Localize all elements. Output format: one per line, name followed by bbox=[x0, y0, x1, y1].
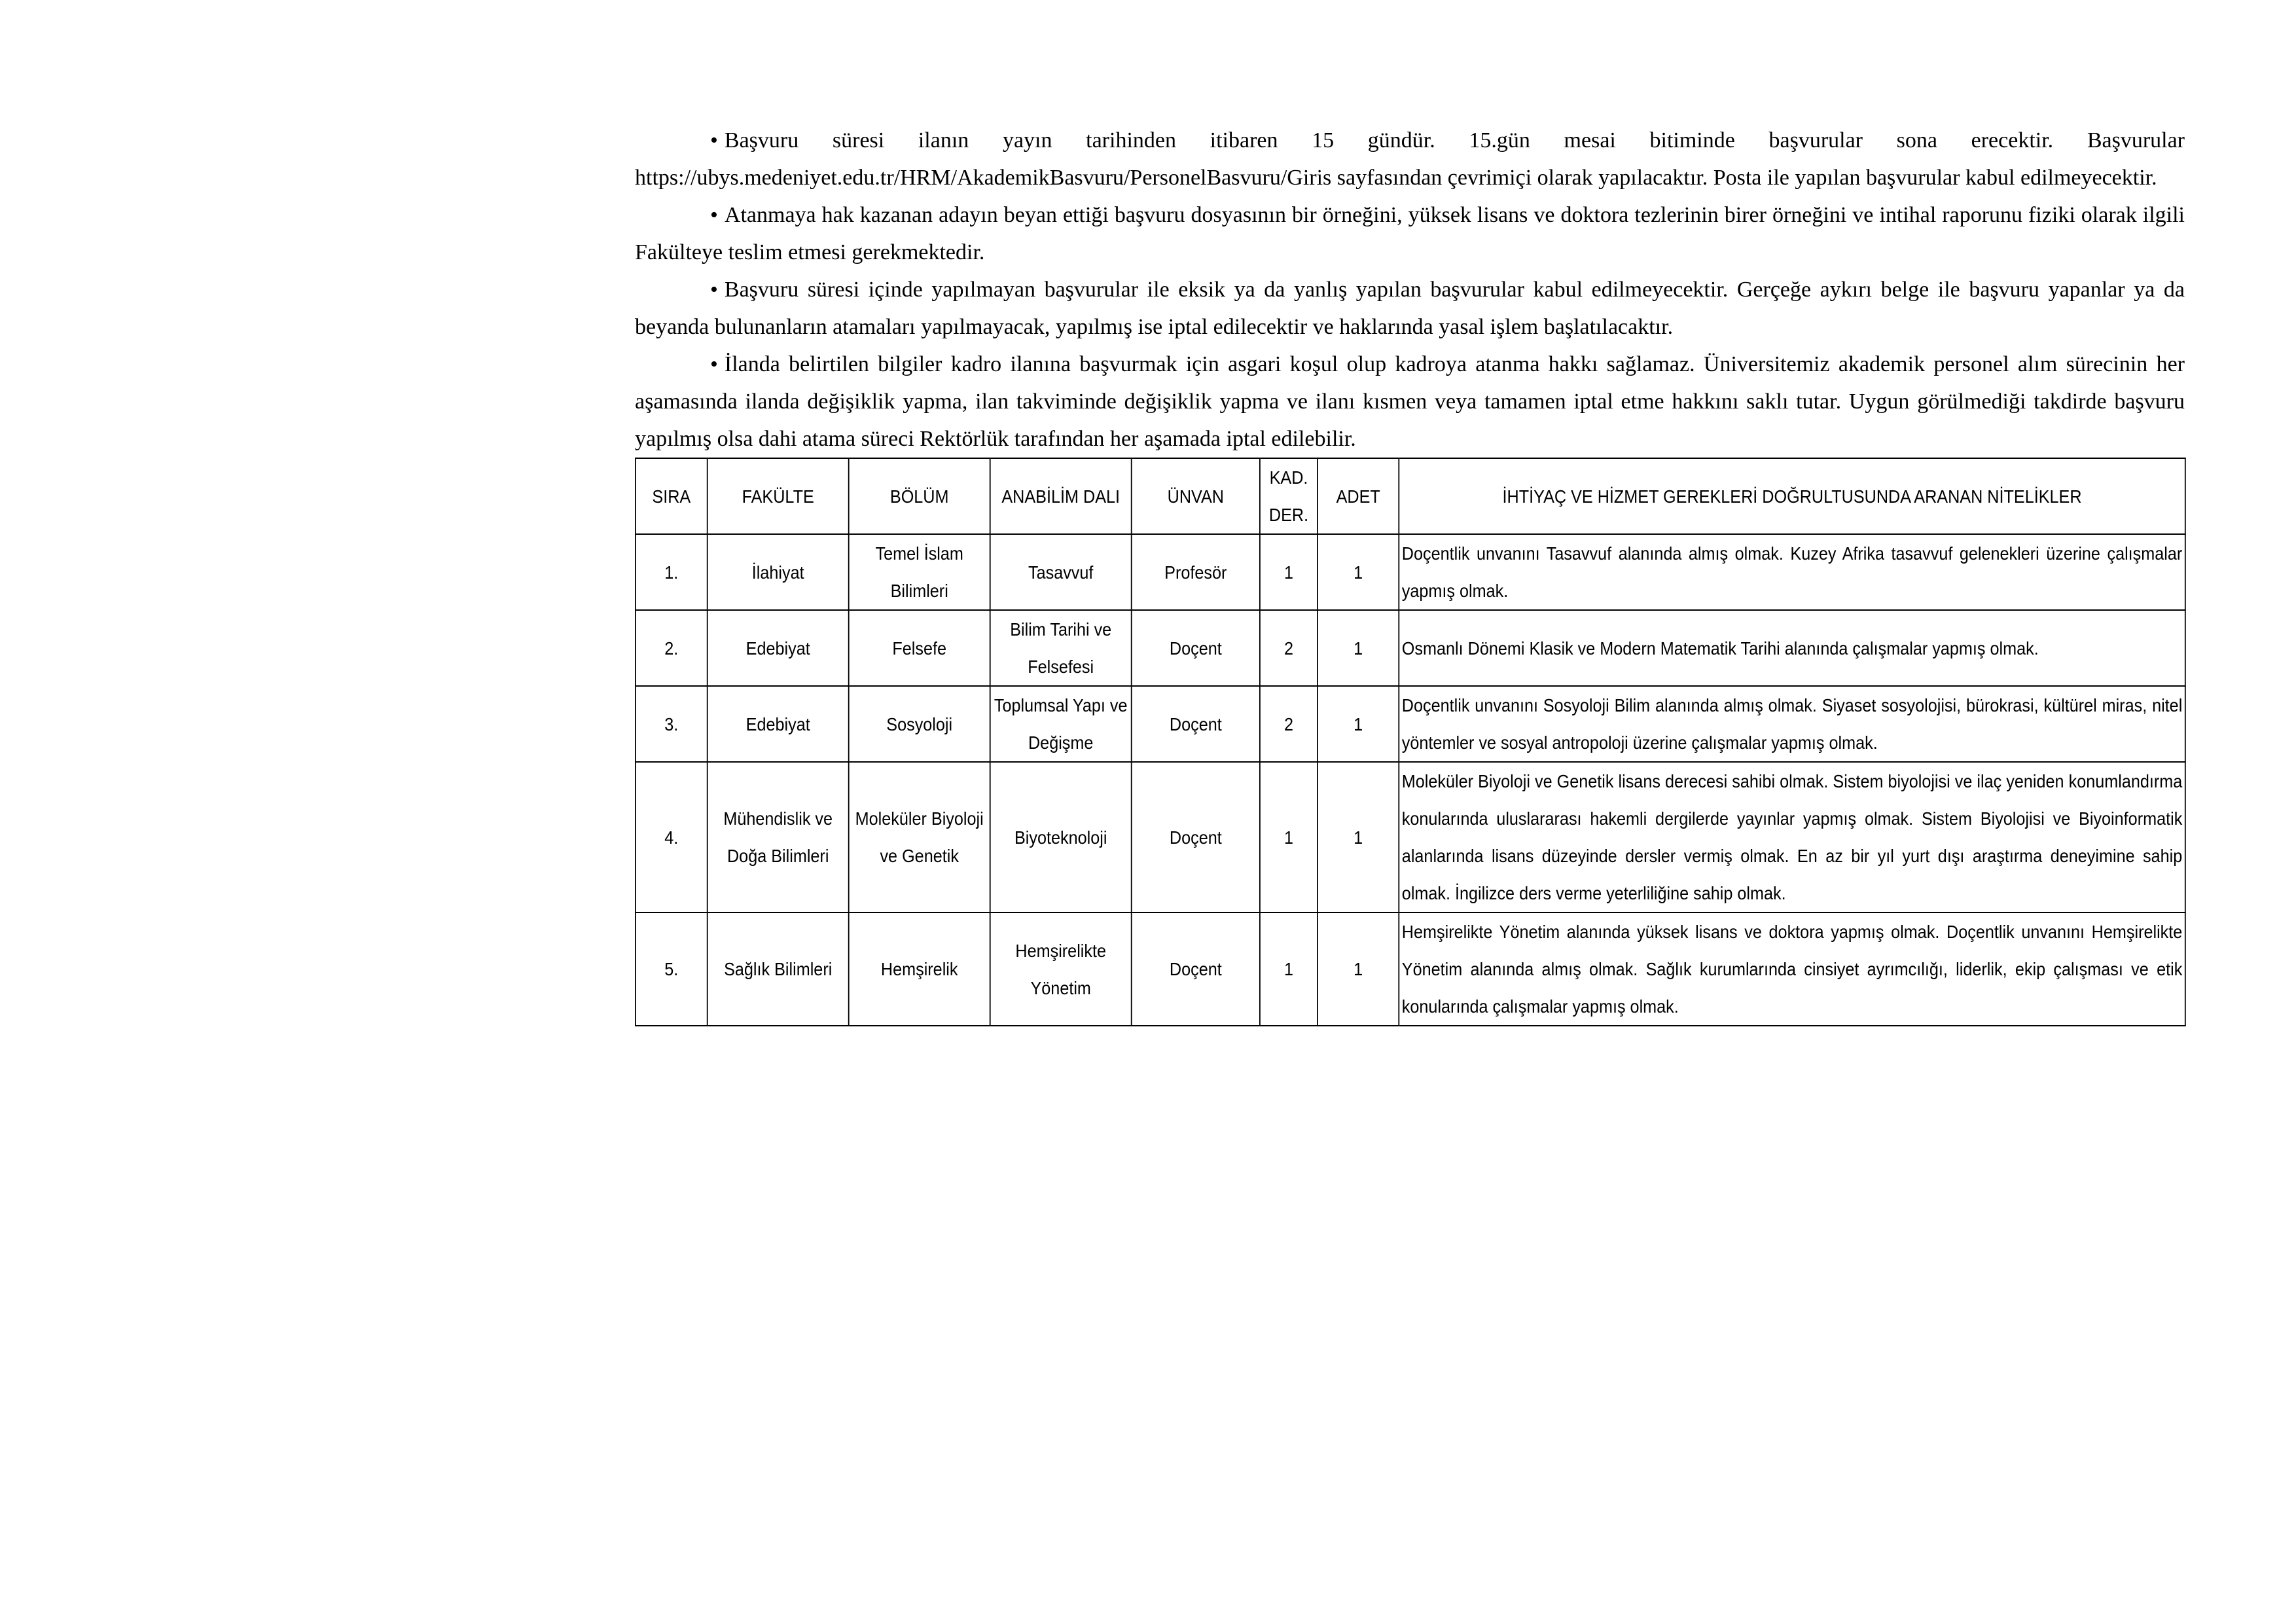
cell-kadro-derecesi: 2 bbox=[1260, 610, 1318, 686]
cell-nitelikler: Moleküler Biyoloji ve Genetik lisans derecesi sahibi olmak. Sistem biyolojisi ve ilaç yeniden konumlandırma konularında uluslararası hakemli dergilerde yayınlar yapmış olmak. Sistem Biyolojisi ve Biyoinformatik alanlarında lisans düzeyinde dersler vermiş olmak. En az bir yıl yurt dışı araştırma deneyimine sahip olmak. İngilizce ders verme yeterliliğine sahip olmak. bbox=[1399, 762, 2185, 912]
table-row bbox=[636, 534, 2185, 610]
cell-fakulte: İlahiyat bbox=[708, 534, 849, 610]
table-row bbox=[636, 686, 2185, 762]
cell-adet: 1 bbox=[1318, 534, 1399, 610]
cell-sira: 3. bbox=[636, 686, 708, 762]
header-nitelikler: İHTİYAÇ VE HİZMET GEREKLERİ DOĞRULTUSUNDA ARANAN NİTELİKLER bbox=[1399, 458, 2185, 534]
cell-nitelikler: Doçentlik unvanını Tasavvuf alanında almış olmak. Kuzey Afrika tasavvuf gelenekleri üzerine çalışmalar yapmış olmak. bbox=[1399, 534, 2185, 610]
cell-adet: 1 bbox=[1318, 610, 1399, 686]
cell-unvan: Profesör bbox=[1132, 534, 1260, 610]
header-adet: ADET bbox=[1318, 458, 1399, 534]
cell-anabilim-dali: Tasavvuf bbox=[990, 534, 1132, 610]
cell-sira: 2. bbox=[636, 610, 708, 686]
cell-unvan: Doçent bbox=[1132, 610, 1260, 686]
cell-fakulte: Mühendislik ve Doğa Bilimleri bbox=[708, 762, 849, 912]
bullet: • bbox=[710, 128, 718, 153]
bullet: • bbox=[710, 203, 718, 227]
announcement-content bbox=[635, 122, 2185, 1026]
table-row bbox=[636, 610, 2185, 686]
paragraph-text: Atanmaya hak kazanan adayın beyan ettiği başvuru dosyasının bir örneğini, yüksek lisans ve doktora tezlerinin birer örneğini ve intihal raporunu fiziki olarak ilgili Fakülteye teslim etmesi gerekmektedir. bbox=[635, 203, 2185, 264]
cell-anabilim-dali: Toplumsal Yapı ve Değişme bbox=[990, 686, 1132, 762]
bullet: • bbox=[710, 352, 718, 376]
cell-kadro-derecesi: 1 bbox=[1260, 534, 1318, 610]
cell-sira: 4. bbox=[636, 762, 708, 912]
paragraph-application-period bbox=[635, 122, 2185, 196]
cell-unvan: Doçent bbox=[1132, 686, 1260, 762]
positions-table bbox=[635, 458, 2186, 1026]
cell-fakulte: Edebiyat bbox=[708, 686, 849, 762]
paragraph-text: Başvuru süresi içinde yapılmayan başvurular ile eksik ya da yanlış yapılan başvurular kabul edilmeyecektir. Gerçeğe aykırı belge ile başvuru yapanlar ya da beyanda bulunanların atamaları yapılmayacak, yapılmış ise iptal edilecektir ve haklarında yasal işlem başlatılacaktır. bbox=[635, 278, 2185, 339]
cell-bolum: Moleküler Biyoloji ve Genetik bbox=[849, 762, 990, 912]
header-kadro-derecesi: KAD. DER. bbox=[1260, 458, 1318, 534]
cell-nitelikler: Hemşirelikte Yönetim alanında yüksek lisans ve doktora yapmış olmak. Doçentlik unvanını Hemşirelikte Yönetim alanında almış olmak. Sağlık kurumlarında cinsiyet ayrımcılığı, liderlik, ekip çalışması ve etik konularında çalışmalar yapmış olmak. bbox=[1399, 912, 2185, 1026]
cell-nitelikler: Osmanlı Dönemi Klasik ve Modern Matematik Tarihi alanında çalışmalar yapmış olmak. bbox=[1399, 610, 2185, 686]
table-row bbox=[636, 762, 2185, 912]
cell-adet: 1 bbox=[1318, 762, 1399, 912]
cell-anabilim-dali: Biyoteknoloji bbox=[990, 762, 1132, 912]
cell-kadro-derecesi: 1 bbox=[1260, 912, 1318, 1026]
header-anabilim-dali: ANABİLİM DALI bbox=[990, 458, 1132, 534]
table-row bbox=[636, 912, 2185, 1026]
cell-adet: 1 bbox=[1318, 686, 1399, 762]
cell-bolum: Hemşirelik bbox=[849, 912, 990, 1026]
cell-anabilim-dali: Hemşirelikte Yönetim bbox=[990, 912, 1132, 1026]
cell-anabilim-dali: Bilim Tarihi ve Felsefesi bbox=[990, 610, 1132, 686]
cell-fakulte: Edebiyat bbox=[708, 610, 849, 686]
cell-nitelikler: Doçentlik unvanını Sosyoloji Bilim alanında almış olmak. Siyaset sosyolojisi, bürokrasi, kültürel miras, nitel yöntemler ve sosyal antropoloji üzerine çalışmalar yapmış olmak. bbox=[1399, 686, 2185, 762]
bullet: • bbox=[710, 278, 718, 302]
cell-bolum: Temel İslam Bilimleri bbox=[849, 534, 990, 610]
paragraph-rights-reserved bbox=[635, 346, 2185, 458]
header-fakulte: FAKÜLTE bbox=[708, 458, 849, 534]
paragraph-text: Başvuru süresi ilanın yayın tarihinden itibaren 15 gündür. 15.gün mesai bitiminde başvurular sona erecektir. Başvurular https://ubys.medeniyet.edu.tr/HRM/AkademikBasvuru/PersonelBasvuru/Giris sayfasından çevrimiçi olarak yapılacaktır. Posta ile yapılan başvurular kabul edilmeyecektir. bbox=[635, 128, 2185, 190]
cell-bolum: Felsefe bbox=[849, 610, 990, 686]
paragraph-text: İlanda belirtilen bilgiler kadro ilanına başvurmak için asgari koşul olup kadroya atanma hakkı sağlamaz. Üniversitemiz akademik personel alım sürecinin her aşamasında ilanda değişiklik yapma, ilan takviminde değişiklik yapma ve ilanı kısmen veya tamamen iptal etme hakkını saklı tutar. Uygun görülmediği takdirde başvuru yapılmış olsa dahi atama süreci Rektörlük tarafından her aşamada iptal edilebilir. bbox=[635, 352, 2185, 451]
cell-kadro-derecesi: 1 bbox=[1260, 762, 1318, 912]
cell-sira: 5. bbox=[636, 912, 708, 1026]
header-bolum: BÖLÜM bbox=[849, 458, 990, 534]
cell-sira: 1. bbox=[636, 534, 708, 610]
header-sira: SIRA bbox=[636, 458, 708, 534]
cell-bolum: Sosyoloji bbox=[849, 686, 990, 762]
paragraph-document-submission bbox=[635, 196, 2185, 271]
header-unvan: ÜNVAN bbox=[1132, 458, 1260, 534]
cell-unvan: Doçent bbox=[1132, 762, 1260, 912]
cell-kadro-derecesi: 2 bbox=[1260, 686, 1318, 762]
cell-adet: 1 bbox=[1318, 912, 1399, 1026]
table-header-row bbox=[636, 458, 2185, 534]
cell-unvan: Doçent bbox=[1132, 912, 1260, 1026]
cell-fakulte: Sağlık Bilimleri bbox=[708, 912, 849, 1026]
paragraph-invalid-applications bbox=[635, 271, 2185, 346]
